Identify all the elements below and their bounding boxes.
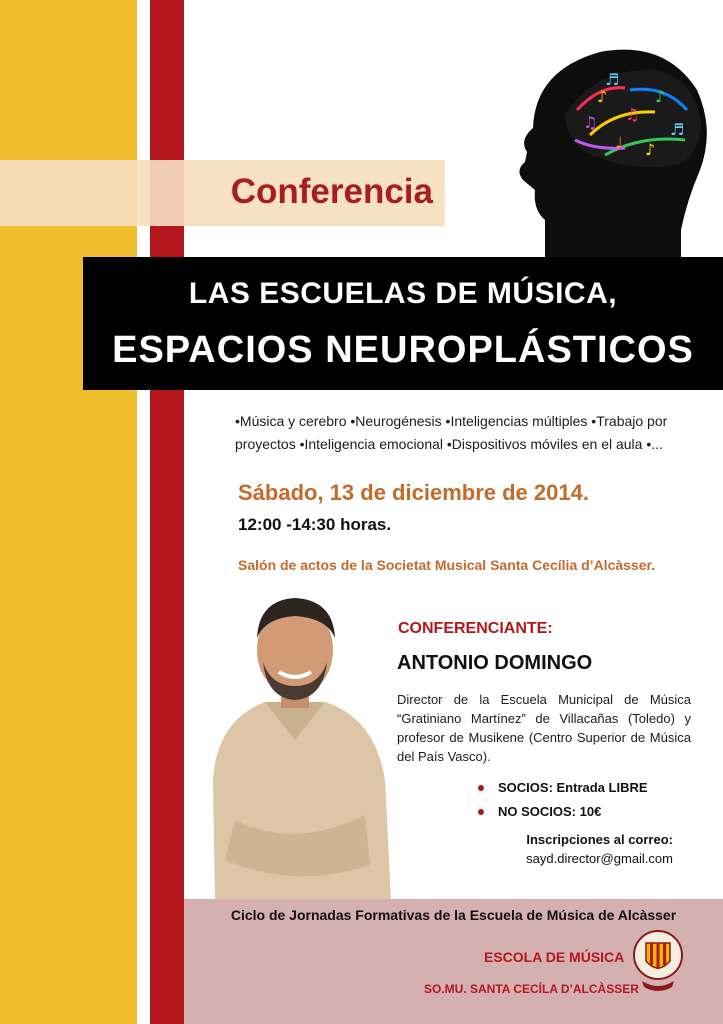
head-silhouette-icon	[505, 40, 715, 275]
red-stripe	[150, 0, 184, 1024]
conference-label-band	[0, 160, 445, 226]
speaker-photo	[195, 590, 395, 900]
svg-text:♪: ♪	[655, 87, 666, 106]
event-time: 12:00 -14:30 horas.	[238, 515, 392, 534]
svg-text:♩: ♩	[615, 133, 623, 152]
society-name: SO.MU. SANTA CECÍLA D’ALCÀSSER	[424, 982, 639, 996]
speaker-name: ANTONIO DOMINGO	[397, 652, 593, 674]
yellow-stripe	[0, 0, 137, 1024]
price-non-members: NO SOCIOS: 10€	[478, 800, 648, 824]
svg-text:♪: ♪	[597, 87, 608, 106]
svg-text:♫: ♫	[625, 105, 640, 124]
event-date: Sábado, 13 de diciembre de 2014.	[238, 480, 589, 505]
title-line-2: ESPACIOS NEUROPLÁSTICOS	[112, 329, 694, 371]
speaker-heading: CONFERENCIANTE:	[398, 620, 553, 637]
crest-icon	[632, 929, 684, 994]
svg-text:♪: ♪	[645, 140, 656, 159]
price-list	[478, 776, 648, 824]
registration-email[interactable]: sayd.director@gmail.com	[526, 851, 673, 866]
svg-text:♫: ♫	[583, 113, 598, 132]
title-line-1: LAS ESCUELAS DE MÚSICA,	[188, 277, 618, 310]
svg-text:♬: ♬	[605, 70, 620, 89]
school-name: ESCOLA DE MÚSICA	[484, 949, 625, 965]
svg-text:♬: ♬	[670, 120, 685, 139]
topics-list: •Música y cerebro •Neurogénesis •Inteligencias múltiples •Trabajo por proyectos •Inteligencia emocional •Dispositivos móviles en el aula •...	[235, 413, 668, 452]
conference-label: Conferencia	[230, 172, 433, 211]
footer-series: Ciclo de Jornadas Formativas de la Escuela de Música de Alcàsser	[230, 907, 677, 923]
footer-band	[184, 899, 723, 1024]
price-members: SOCIOS: Entrada LIBRE	[478, 776, 648, 800]
title-box	[83, 257, 723, 390]
speaker-bio: Director de la Escuela Municipal de Música “Gratiniano Martínez” de Villacañas (Toledo) y profesor de Musikene (Centro Superior de Música del País Vasco).	[397, 692, 691, 764]
registration-label: Inscripciones al correo:	[526, 832, 673, 847]
event-venue: Salón de actos de la Societat Musical Santa Cecília d’Alcàsser.	[238, 557, 656, 573]
